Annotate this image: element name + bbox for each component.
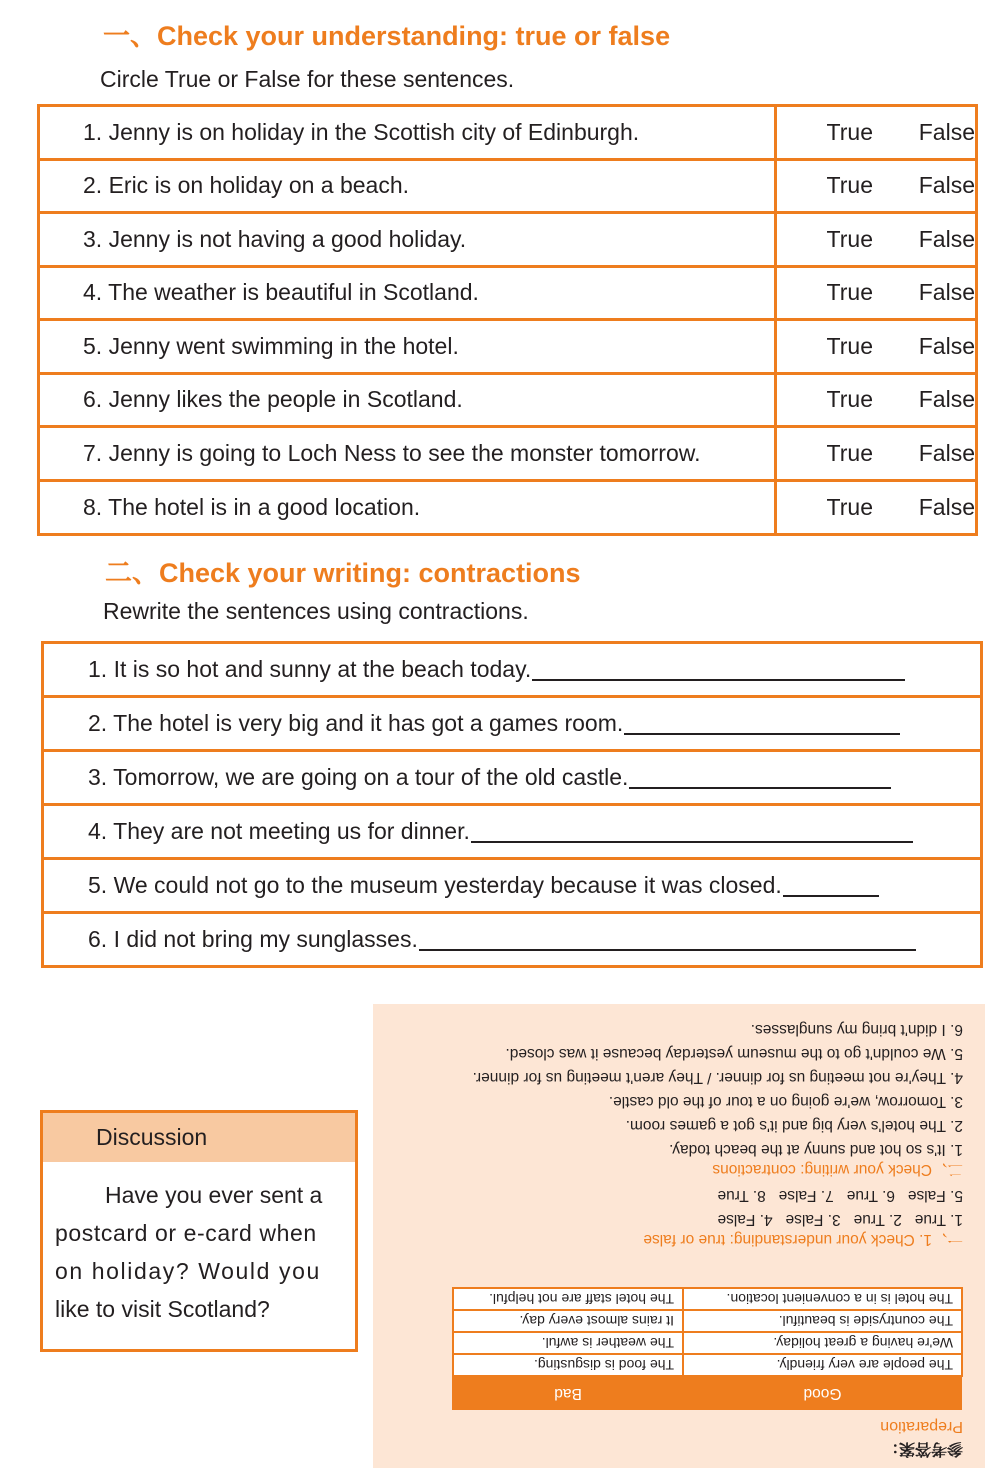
tf-sentence: 7. Jenny is going to Loch Ness to see the monster tomorrow. [40, 428, 777, 479]
preparation-label: Preparation [880, 1418, 963, 1435]
bad-cell: The food is disgusting. [453, 1354, 683, 1376]
answer-s2-heading: 二、Check your writing: contractions [712, 1161, 963, 1178]
true-option[interactable]: True [826, 118, 873, 145]
ct-row-3 [44, 752, 980, 806]
ct-row-5 [44, 860, 980, 914]
true-option[interactable]: True [826, 172, 873, 199]
tf-row-6 [40, 375, 975, 429]
false-option[interactable]: False [918, 493, 975, 520]
ct-sentence: 3. Tomorrow, we are going on a tour of the old castle. [88, 764, 629, 790]
good-bad-table [452, 1287, 963, 1410]
bad-cell: The weather is awful. [453, 1332, 683, 1354]
tf-row-5 [40, 321, 975, 375]
tf-sentence: 5. Jenny went swimming in the hotel. [40, 321, 777, 372]
discussion-line: postcard or e-card when [55, 1220, 317, 1246]
answer-blank[interactable] [624, 713, 900, 735]
true-option[interactable]: True [826, 332, 873, 359]
bad-cell: It rains almost every day. [453, 1310, 683, 1332]
bad-cell: The hotel staff are not helpful. [453, 1288, 683, 1310]
ct-sentence: 2. The hotel is very big and it has got a games room. [88, 710, 624, 736]
answer-s2-line: 1. It's so hot and sunny at the beach today. [669, 1141, 963, 1158]
answer-key-panel [373, 1004, 985, 1468]
tf-row-1 [40, 107, 975, 161]
ct-sentence: 4. They are not meeting us for dinner. [88, 818, 470, 844]
ct-sentence: 5. We could not go to the museum yesterday because it was closed. [88, 872, 782, 898]
ct-row-1 [44, 644, 980, 698]
true-option[interactable]: True [826, 493, 873, 520]
discussion-line: like to visit Scotland? [55, 1296, 270, 1322]
section2-heading: 二、Check your writing: contractions [105, 558, 581, 588]
tf-sentence: 3. Jenny is not having a good holiday. [40, 214, 777, 265]
answer-s1-line: 5. False 6. True 7. False 8. True [717, 1187, 963, 1204]
section2-instruction: Rewrite the sentences using contractions. [103, 598, 529, 624]
tf-row-4 [40, 268, 975, 322]
answer-blank[interactable] [783, 875, 879, 897]
tf-row-8 [40, 482, 975, 533]
answer-s2-line: 3. Tomorrow, we're going on a tour of the old castle. [608, 1093, 963, 1110]
bad-header: Bad [453, 1376, 683, 1410]
discussion-text [43, 1162, 355, 1328]
ct-sentence: 1. It is so hot and sunny at the beach today. [88, 656, 532, 682]
good-cell: The people are very friendly. [683, 1354, 962, 1376]
tf-sentence: 2. Eric is on holiday on a beach. [40, 161, 777, 212]
answer-s2-line: 5. We couldn't go to the museum yesterday because it was closed. [505, 1045, 963, 1062]
good-cell: The hotel is in a convenient location. [683, 1288, 962, 1310]
discussion-title: Discussion [43, 1113, 355, 1162]
section1-instruction: Circle True or False for these sentences. [100, 66, 515, 92]
tf-sentence: 6. Jenny likes the people in Scotland. [40, 375, 777, 426]
true-option[interactable]: True [826, 225, 873, 252]
false-option[interactable]: False [918, 439, 975, 466]
tf-row-7 [40, 428, 975, 482]
true-option[interactable]: True [826, 439, 873, 466]
true-option[interactable]: True [826, 386, 873, 413]
ct-row-2 [44, 698, 980, 752]
false-option[interactable]: False [918, 279, 975, 306]
section1-heading: 一、Check your understanding: true or false [103, 21, 671, 51]
contractions-table [41, 641, 983, 968]
ct-row-6 [44, 914, 980, 965]
tf-row-3 [40, 214, 975, 268]
answer-blank[interactable] [419, 929, 916, 951]
answer-blank[interactable] [532, 659, 905, 681]
good-cell: The countryside is beautiful. [683, 1310, 962, 1332]
tf-sentence: 1. Jenny is on holiday in the Scottish city of Edinburgh. [40, 107, 777, 158]
discussion-box [40, 1110, 358, 1352]
answer-blank[interactable] [471, 821, 913, 843]
false-option[interactable]: False [918, 386, 975, 413]
false-option[interactable]: False [918, 332, 975, 359]
answer-s2-line: 2. The hotel's very big and it's got a games room. [625, 1117, 963, 1134]
tf-sentence: 4. The weather is beautiful in Scotland. [40, 268, 777, 319]
true-false-table [37, 104, 978, 536]
answer-s2-line: 4. They're not meeting us for dinner. / They aren't meeting us for dinner. [472, 1069, 963, 1086]
good-cell: We're having a great holiday. [683, 1332, 962, 1354]
true-option[interactable]: True [826, 279, 873, 306]
false-option[interactable]: False [918, 225, 975, 252]
false-option[interactable]: False [918, 172, 975, 199]
discussion-line: Have you ever sent a [105, 1182, 323, 1208]
ct-row-4 [44, 806, 980, 860]
discussion-line: on holiday? Would you [55, 1258, 321, 1284]
answer-s1-heading: 一、1. Check your understanding: true or false [643, 1231, 963, 1248]
answer-blank[interactable] [629, 767, 891, 789]
answer-s1-line: 1. True 2. True 3. False 4. False [717, 1211, 963, 1228]
good-header: Good [683, 1376, 962, 1410]
answer-key-rotated [373, 1004, 985, 1468]
tf-row-2 [40, 161, 975, 215]
false-option[interactable]: False [918, 118, 975, 145]
tf-sentence: 8. The hotel is in a good location. [40, 482, 777, 533]
answer-key-title: 参考答案： [882, 1440, 963, 1457]
ct-sentence: 6. I did not bring my sunglasses. [88, 926, 418, 952]
answer-s2-line: 6. I didn't bring my sunglasses. [750, 1021, 963, 1038]
